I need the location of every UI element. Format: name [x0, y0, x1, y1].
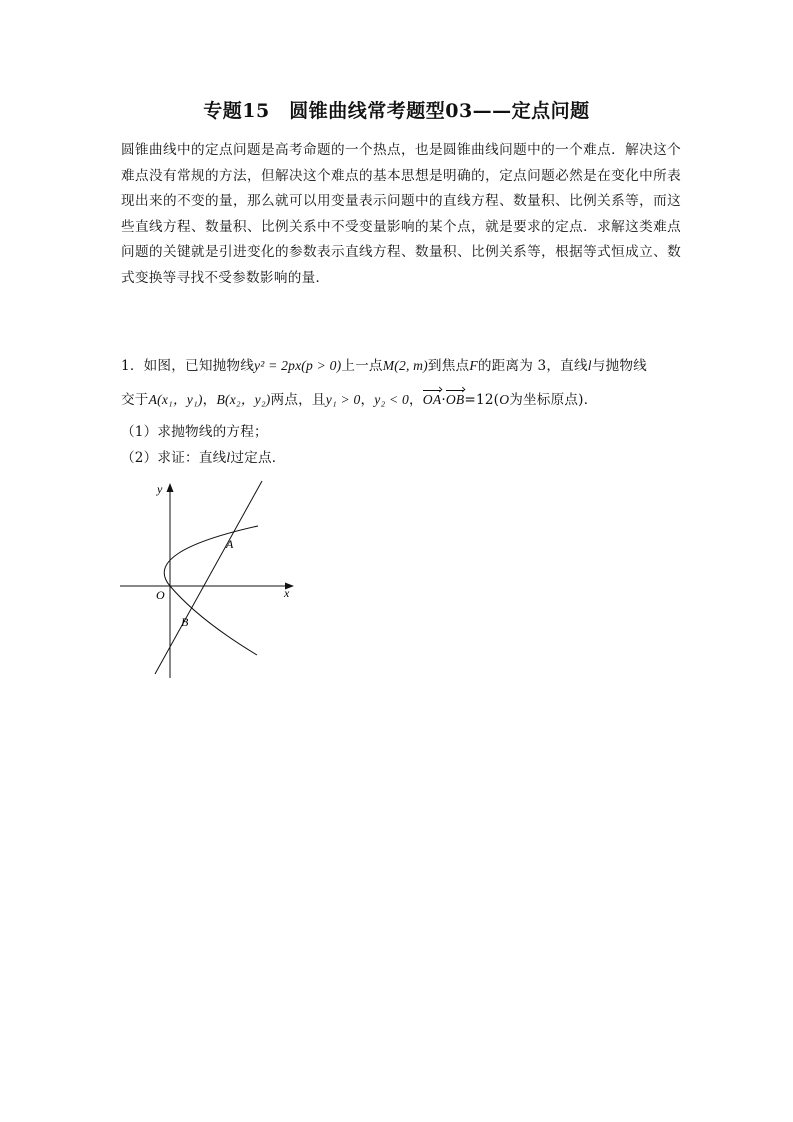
text: 过定点．	[230, 450, 286, 466]
point-a: A(x₁，y₁)	[148, 392, 203, 407]
text: ，	[202, 392, 217, 408]
text: 上一点	[341, 358, 383, 374]
text: 到焦点	[427, 358, 470, 374]
point-b-label: B	[181, 615, 189, 629]
text: 两点，且	[270, 392, 326, 408]
text: ，	[360, 392, 375, 408]
vector-ob: OB	[445, 392, 465, 407]
parabola-figure	[112, 478, 312, 683]
vector-oa: OA	[422, 392, 442, 407]
condition-y1: y₁ > 0	[325, 392, 361, 407]
text: 1．如图，已知抛物线	[121, 358, 254, 374]
parabola-curve	[164, 526, 258, 655]
text: 与抛物线	[591, 358, 647, 374]
text: 交于	[121, 392, 149, 408]
origin-o: O	[499, 392, 510, 407]
intro-paragraph: 圆锥曲线中的定点问题是高考命题的一个热点，也是圆锥曲线问题中的一个难点．解决这个难点没有常规的方法，但解决这个难点的基本思想是明确的，定点问题必然是在变化中所表现出来的不变的量，那么就可以用变量表示问题中的直线方程、数量积、比例关系等，而这些直线方程、数量积、比例关系中不受变量影响的某个点，就是要求的定点．求解这类难点问题的关键就是引进变化的参数表示直线方程、数量积、比例关系等，根据等式恒成立、数式变换等寻找不受参数影响的量．	[121, 142, 681, 286]
line-l: l	[226, 450, 231, 465]
text: ，	[409, 392, 423, 408]
problem-part-1: （1）求抛物线的方程；	[121, 424, 268, 440]
line-l: l	[587, 358, 592, 373]
point-m: M(2, m)	[382, 358, 428, 373]
condition-y2: y₂ < 0	[374, 392, 409, 407]
text: 为坐标原点)．	[509, 392, 598, 408]
dot-operator: ·	[441, 392, 446, 408]
x-axis-label: x	[284, 586, 290, 600]
y-axis-arrow	[167, 483, 174, 492]
line-l-graph	[155, 481, 262, 674]
problem-part-2	[121, 450, 691, 466]
point-a-label: A	[226, 537, 234, 551]
point-b: B(x₂，y₂)	[216, 392, 271, 407]
y-axis-label: y	[157, 482, 163, 496]
text: （2）求证：直线	[121, 450, 227, 466]
focus-f: F	[469, 358, 478, 373]
parabola-equation: y² = 2px(p > 0)	[254, 358, 342, 373]
origin-label: O	[156, 588, 165, 602]
problem-line-1	[121, 358, 691, 374]
text: =12(	[464, 392, 500, 408]
text: 的距离为 3，直线	[477, 358, 588, 374]
problem-line-2	[121, 392, 691, 408]
page-title: 专题15 圆锥曲线常考题型03——定点问题	[203, 100, 590, 122]
